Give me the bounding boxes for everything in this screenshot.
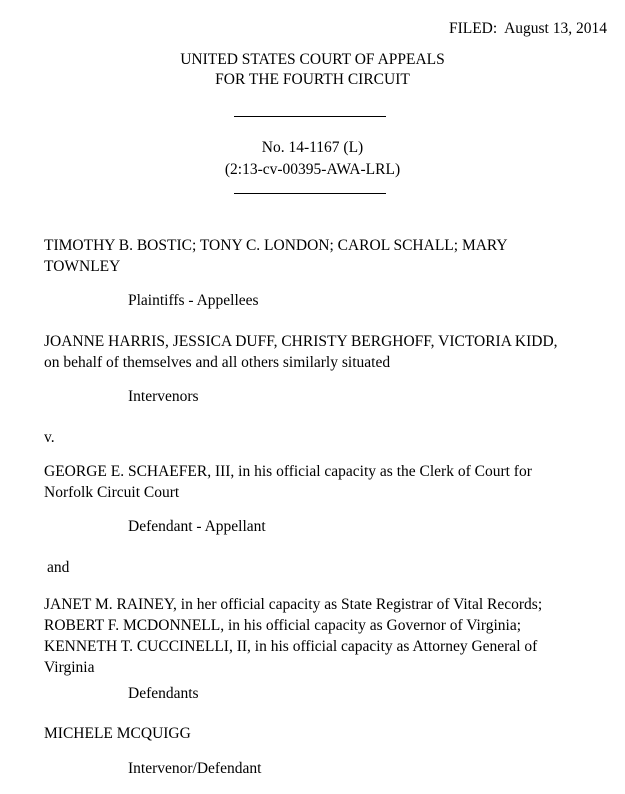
intervenors-names <box>44 331 604 373</box>
defendants-line-1: JANET M. RAINEY, in her official capacity as State Registrar of Vital Records; <box>44 596 543 613</box>
defendants-line-3: KENNETH T. CUCCINELLI, II, in his official capacity as Attorney General of <box>44 638 538 655</box>
intervenors-names-line-2: on behalf of themselves and all others similarly situated <box>44 354 391 371</box>
defendants-line-4: Virginia <box>44 659 95 676</box>
plaintiffs-names-line-1: TIMOTHY B. BOSTIC; TONY C. LONDON; CAROL SCHALL; MARY <box>44 237 508 254</box>
intervenors-role: Intervenors <box>128 388 199 405</box>
court-name-line-2: FOR THE FOURTH CIRCUIT <box>215 71 410 88</box>
defendant-appellant-line-1: GEORGE E. SCHAEFER, III, in his official capacity as the Clerk of Court for <box>44 463 532 480</box>
court-name-line-1: UNITED STATES COURT OF APPEALS <box>180 51 445 68</box>
divider-rule-bottom <box>234 193 386 194</box>
versus-label: v. <box>44 429 55 446</box>
defendant-appellant-role: Defendant - Appellant <box>128 518 266 535</box>
intervenor-defendant-role: Intervenor/Defendant <box>128 760 262 777</box>
defendant-appellant-name <box>44 461 604 503</box>
filed-date: FILED: August 13, 2014 <box>448 20 607 37</box>
case-number: No. 14-1167 (L) <box>261 139 364 156</box>
defendant-appellant-line-2: Norfolk Circuit Court <box>44 484 180 501</box>
intervenor-defendant-name: MICHELE MCQUIGG <box>44 725 191 742</box>
plaintiffs-names-line-2: TOWNLEY <box>44 258 121 275</box>
divider-rule-top <box>234 116 386 117</box>
defendants-names <box>44 594 604 678</box>
plaintiffs-names <box>44 235 604 277</box>
plaintiffs-role: Plaintiffs - Appellees <box>128 292 259 309</box>
defendants-line-2: ROBERT F. MCDONNELL, in his official capacity as Governor of Virginia; <box>44 617 522 634</box>
and-label: and <box>47 559 70 576</box>
lower-case-number: (2:13-cv-00395-AWA-LRL) <box>224 161 401 178</box>
defendants-role: Defendants <box>128 685 199 702</box>
intervenors-names-line-1: JOANNE HARRIS, JESSICA DUFF, CHRISTY BERGHOFF, VICTORIA KIDD, <box>44 333 558 350</box>
